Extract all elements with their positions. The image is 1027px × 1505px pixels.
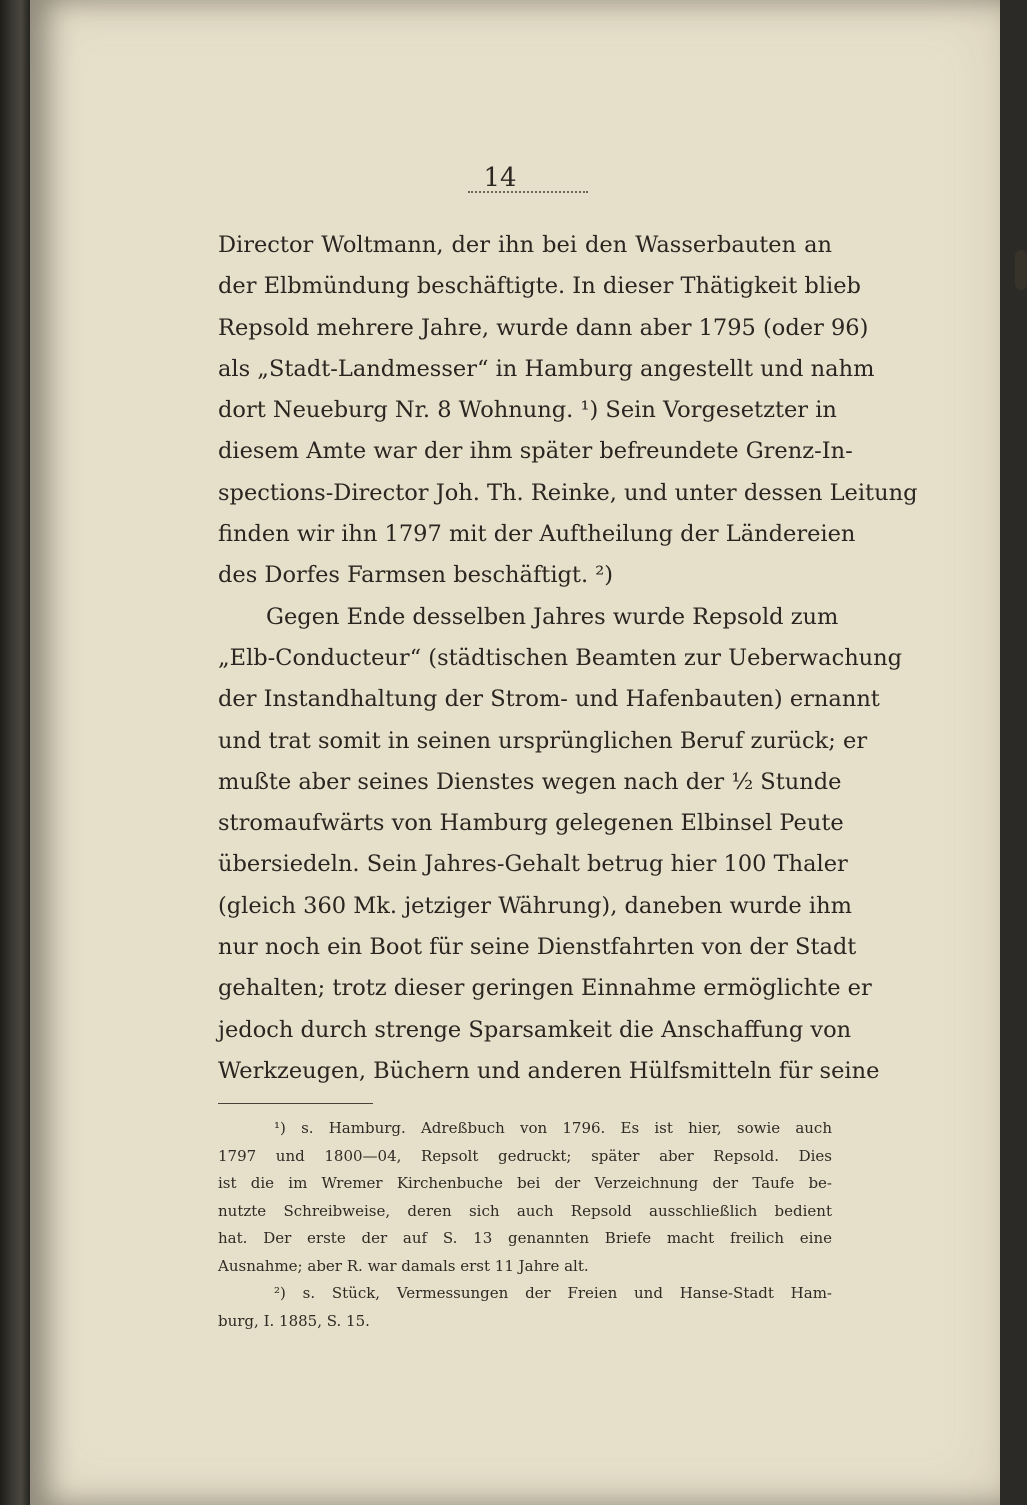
footnote-separator bbox=[218, 1103, 373, 1104]
body-line: der Instandhaltung der Strom- und Hafenbauten) ernannt bbox=[218, 686, 880, 713]
body-line: Werkzeugen, Büchern und anderen Hülfsmitteln für seine bbox=[218, 1057, 880, 1084]
footnote-line: ²) s. Stück, Vermessungen der Freien und Hanse-Stadt Ham- bbox=[274, 1284, 832, 1302]
body-line: jedoch durch strenge Sparsamkeit die Anschaffung von bbox=[218, 1016, 852, 1043]
footnote-line: hat. Der erste der auf S. 13 genannten Briefe macht freilich eine bbox=[218, 1229, 832, 1247]
body-line: Repsold mehrere Jahre, wurde dann aber 1795 (oder 96) bbox=[218, 314, 869, 341]
footnotes bbox=[218, 1115, 832, 1335]
book-binding bbox=[0, 0, 30, 1505]
footnote-line: 1797 und 1800—04, Repsolt gedruckt; später aber Repsold. Dies bbox=[218, 1146, 832, 1165]
footnote-line: nutzte Schreibweise, deren sich auch Repsold ausschließlich bedient bbox=[218, 1201, 832, 1220]
footnote-line: Ausnahme; aber R. war damals erst 11 Jahre alt. bbox=[218, 1256, 589, 1275]
body-line: übersiedeln. Sein Jahres-Gehalt betrug hier 100 Thaler bbox=[218, 851, 848, 878]
body-line: stromaufwärts von Hamburg gelegenen Elbinsel Peute bbox=[218, 810, 844, 837]
footnote-line: ¹) s. Hamburg. Adreßbuch von 1796. Es ist hier, sowie auch bbox=[274, 1119, 832, 1137]
body-line: Director Woltmann, der ihn bei den Wasserbauten an bbox=[218, 232, 832, 258]
body-line: Gegen Ende desselben Jahres wurde Repsold zum bbox=[266, 603, 839, 630]
body-line: spections-Director Joh. Th. Reinke, und unter dessen Leitung bbox=[218, 479, 918, 506]
body-line: nur noch ein Boot für seine Dienstfahrten von der Stadt bbox=[218, 934, 857, 961]
body-line: des Dorfes Farmsen beschäftigt. ²) bbox=[218, 562, 614, 589]
body-line: finden wir ihn 1797 mit der Auftheilung der Ländereien bbox=[218, 521, 856, 548]
body-line: diesem Amte war der ihm später befreundete Grenz-In- bbox=[218, 438, 853, 465]
body-line: dort Neueburg Nr. 8 Wohnung. ¹) Sein Vorgesetzter in bbox=[218, 397, 837, 424]
page-number: 14 bbox=[483, 163, 517, 193]
page-stain bbox=[1015, 250, 1027, 290]
footnote-line: burg, I. 1885, S. 15. bbox=[218, 1311, 370, 1330]
body-line: (gleich 360 Mk. jetziger Währung), daneben wurde ihm bbox=[218, 892, 852, 919]
body-line: und trat somit in seinen ursprünglichen Beruf zurück; er bbox=[218, 727, 868, 754]
body-line: „Elb-Conducteur“ (städtischen Beamten zur Ueberwachung bbox=[218, 644, 903, 671]
footnote-line: ist die im Wremer Kirchenbuche bei der Verzeichnung der Taufe be- bbox=[218, 1174, 832, 1192]
body-line: der Elbmündung beschäftigte. In dieser Thätigkeit blieb bbox=[218, 273, 861, 300]
body-line: gehalten; trotz dieser geringen Einnahme ermöglichte er bbox=[218, 975, 872, 1002]
page-number-ornament bbox=[468, 191, 588, 193]
body-text bbox=[218, 225, 918, 1092]
body-line: als „Stadt-Landmesser“ in Hamburg angestellt und nahm bbox=[218, 355, 875, 382]
body-line: mußte aber seines Dienstes wegen nach der ½ Stunde bbox=[218, 768, 842, 795]
